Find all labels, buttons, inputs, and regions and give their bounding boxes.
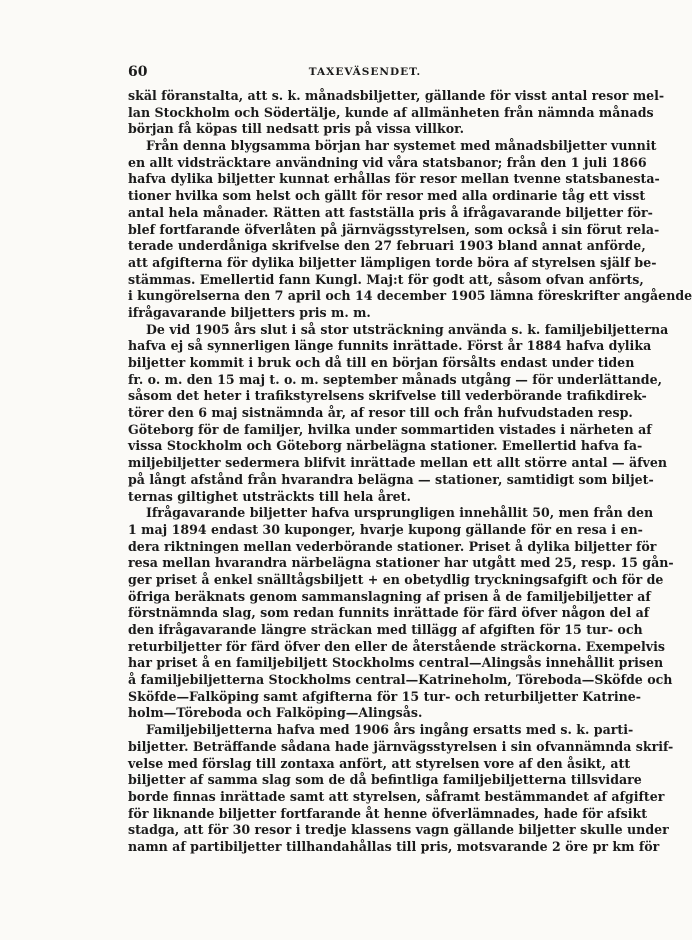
text-line: terade underdåniga skrifvelse den 27 februari 1903 bland annat anförde, (128, 238, 646, 254)
text-line: såsom det heter i trafikstyrelsens skrifvelse till vederbörande trafikdirek- (128, 388, 647, 404)
running-title: TAXEVÄSENDET. (308, 66, 422, 78)
text-line: en allt vidsträcktare användning vid våra statsbanor; från den 1 juli 1866 (128, 154, 647, 170)
text-line: De vid 1905 års slut i så stor utsträckning använda s. k. familjebiljetterna (146, 321, 669, 337)
text-line: blef fortfarande öfverlåten på järnvägsstyrelsen, som också i sin förut rela- (128, 221, 660, 237)
text-line: namn af partibiljetter tillhandahållas till pris, motsvarande 2 öre pr km för (128, 838, 660, 854)
text-line: för liknande biljetter fortfarande åt henne öfverlämnades, hade för afsikt (128, 805, 648, 821)
body-text (128, 88, 692, 856)
text-line: biljetter af samma slag som de då befintliga familjebiljetterna tillsvidare (128, 772, 642, 788)
text-line: fr. o. m. den 15 maj t. o. m. september månads utgång — för underlättande, (128, 371, 662, 387)
paragraph (128, 88, 665, 138)
text-line: resa mellan hvarandra närbelägna stationer har utgått med 25, resp. 15 gån- (128, 555, 674, 571)
text-line: biljetter. Beträffande sådana hade järnvägsstyrelsen i sin ofvannämnda skrif- (128, 738, 674, 754)
text-line: i kungörelserna den 7 april och 14 december 1905 lämna föreskrifter angående (128, 288, 692, 304)
text-line: ternas giltighet utsträckts till hela året. (128, 488, 411, 504)
text-line: å familjebiljetterna Stockholms central—Katrineholm, Töreboda—Sköfde och (128, 672, 673, 688)
text-line: ifrågavarande biljetters pris m. m. (128, 304, 371, 320)
text-line: törer den 6 maj sistnämnda år, af resor till och från hufvudstaden resp. (128, 405, 633, 421)
text-line: början få köpas till nedsatt pris på vissa villkor. (128, 121, 464, 137)
text-line: 1 maj 1894 endast 30 kuponger, hvarje kupong gällande för en resa i en- (128, 521, 643, 537)
text-line: hafva ej så synnerligen länge funnits inrättade. Först år 1884 hafva dylika (128, 338, 652, 354)
text-line: tioner hvilka som helst och gällt för resor med alla ordinarie tåg ett visst (128, 188, 646, 204)
text-line: lan Stockholm och Södertälje, kunde af allmänheten från nämnda månads (128, 104, 654, 120)
text-line: stadga, att för 30 resor i tredje klassens vagn gällande biljetter skulle under (128, 822, 669, 838)
text-line: skäl föranstalta, att s. k. månadsbiljetter, gällande för visst antal resor mel- (128, 88, 665, 103)
paragraph (128, 505, 674, 722)
text-line: Göteborg för de familjer, hvilka under sommartiden vistades i närheten af (128, 421, 652, 437)
text-line: borde finnas inrättade samt att styrelsen, såframt bestämmandet af afgifter (128, 788, 665, 804)
text-line: velse med förslag till zontaxa anfört, att styrelsen vore af den åsikt, att (128, 755, 631, 771)
text-line: förstnämnda slag, som redan funnits inrättade för färd öfver någon del af (128, 605, 650, 621)
paragraph (128, 138, 692, 322)
text-line: holm—Töreboda och Falköping—Alingsås. (128, 705, 423, 721)
text-line: miljebiljetter sedermera blifvit inrättade mellan ett allt större antal — äfven (128, 455, 668, 471)
text-line: på långt afstånd från hvarandra belägna — stationer, samtidigt som biljet- (128, 471, 654, 487)
text-line: Familjebiljetterna hafva med 1906 års ingång ersatts med s. k. parti- (146, 722, 634, 738)
text-line: Ifrågavarande biljetter hafva ursprungligen innehållit 50, men från den (146, 505, 654, 521)
text-line: antal hela månader. Rätten att fastställa pris å ifrågavarande biljetter för- (128, 204, 653, 220)
page-number: 60 (128, 64, 148, 80)
text-line: öfriga beräknats genom sammanslagning af prisen å de familjebiljetter af (128, 588, 651, 604)
text-line: har priset å en familjebiljett Stockholms central—Alingsås innehållit prisen (128, 655, 664, 671)
text-line: att afgifterna för dylika biljetter lämpligen torde böra af styrelsen själf be- (128, 254, 657, 270)
paragraph (128, 321, 669, 506)
text-line: returbiljetter för färd öfver den eller de återstående sträckorna. Exempelvis (128, 638, 665, 654)
text-line: vissa Stockholm och Göteborg närbelägna stationer. Emellertid hafva fa- (128, 438, 643, 454)
text-line: stämmas. Emellertid fann Kungl. Maj:t för godt att, såsom ofvan anförts, (128, 271, 644, 287)
text-line: dera riktningen mellan vederbörande stationer. Priset å dylika biljetter för (128, 538, 657, 554)
text-line: ger priset å enkel snälltågsbiljett + en obetydlig tryckningsafgift och för de (128, 571, 664, 587)
text-line: biljetter kommit i bruk och då till en början försålts endast under tiden (128, 355, 635, 370)
paragraph (128, 722, 674, 856)
text-line: Sköfde—Falköping samt afgifterna för 15 tur- och returbiljetter Katrine- (128, 688, 642, 704)
text-line: hafva dylika biljetter kunnat erhållas för resor mellan tvenne statsbanesta- (128, 171, 660, 187)
text-line: den ifrågavarande längre sträckan med tillägg af afgiften för 15 tur- och (128, 622, 643, 637)
page-header (128, 64, 602, 84)
text-line: Från denna blygsamma början har systemet med månadsbiljetter vunnit (146, 138, 657, 154)
